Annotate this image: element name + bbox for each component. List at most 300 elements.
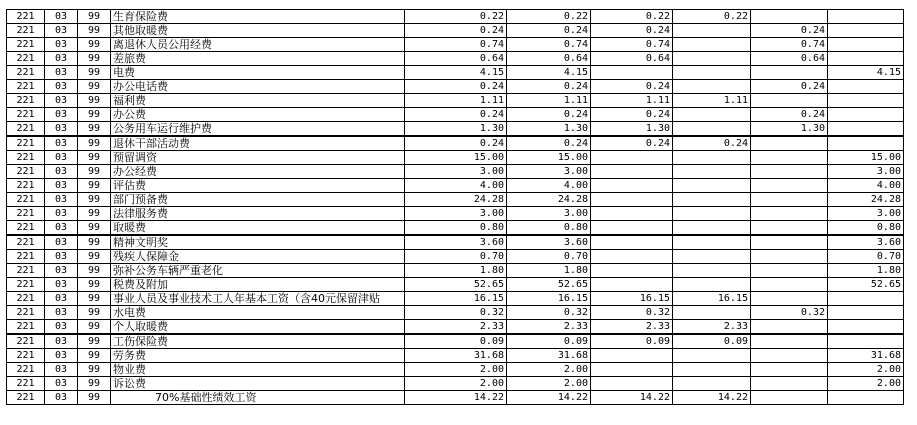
public-expense-cell bbox=[751, 391, 828, 405]
item-code-cell: 99 bbox=[78, 24, 111, 38]
project-expenditure-cell: 31.68 bbox=[828, 349, 904, 363]
basic-expenditure-cell: 0.09 bbox=[591, 334, 673, 349]
table-row bbox=[7, 306, 904, 320]
item-code-cell: 99 bbox=[78, 151, 111, 165]
public-expense-cell: 0.24 bbox=[751, 108, 828, 122]
item-code-cell: 99 bbox=[78, 122, 111, 137]
project-expenditure-cell: 2.00 bbox=[828, 377, 904, 391]
public-expense-cell bbox=[751, 136, 828, 151]
subtotal-amount-cell: 0.70 bbox=[507, 250, 591, 264]
expense-name-cell: 办公电话费 bbox=[111, 80, 405, 94]
table-row bbox=[7, 151, 904, 165]
item-code-cell: 99 bbox=[78, 363, 111, 377]
section-code-cell: 03 bbox=[45, 221, 78, 236]
class-code-cell: 221 bbox=[7, 10, 45, 24]
basic-expenditure-cell bbox=[591, 151, 673, 165]
section-code-cell: 03 bbox=[45, 108, 78, 122]
subtotal-amount-cell: 3.00 bbox=[507, 165, 591, 179]
project-expenditure-cell bbox=[828, 108, 904, 122]
subtotal-amount-cell: 2.33 bbox=[507, 320, 591, 335]
basic-expenditure-cell bbox=[591, 193, 673, 207]
public-expense-cell bbox=[751, 334, 828, 349]
budget-table bbox=[6, 9, 904, 405]
subtotal-amount-cell: 2.00 bbox=[507, 377, 591, 391]
basic-expenditure-cell: 0.32 bbox=[591, 306, 673, 320]
personnel-expense-cell bbox=[673, 165, 751, 179]
project-expenditure-cell bbox=[828, 80, 904, 94]
basic-expenditure-cell: 0.64 bbox=[591, 52, 673, 66]
personnel-expense-cell: 14.22 bbox=[673, 391, 751, 405]
table-row bbox=[7, 165, 904, 179]
item-code-cell: 99 bbox=[78, 306, 111, 320]
section-code-cell: 03 bbox=[45, 391, 78, 405]
basic-expenditure-cell bbox=[591, 179, 673, 193]
public-expense-cell bbox=[751, 94, 828, 108]
personnel-expense-cell bbox=[673, 38, 751, 52]
item-code-cell: 99 bbox=[78, 207, 111, 221]
expense-name-cell: 残疾人保障金 bbox=[111, 250, 405, 264]
basic-expenditure-cell: 14.22 bbox=[591, 391, 673, 405]
project-expenditure-cell bbox=[828, 122, 904, 137]
item-code-cell: 99 bbox=[78, 136, 111, 151]
subtotal-amount-cell: 0.74 bbox=[507, 38, 591, 52]
expense-name-cell: 70%基础性绩效工资 bbox=[111, 391, 405, 405]
item-code-cell: 99 bbox=[78, 10, 111, 24]
public-expense-cell bbox=[751, 320, 828, 335]
expense-name-cell: 精神文明奖 bbox=[111, 235, 405, 250]
project-expenditure-cell bbox=[828, 334, 904, 349]
table-row bbox=[7, 122, 904, 137]
section-code-cell: 03 bbox=[45, 250, 78, 264]
expense-name-cell: 事业人员及事业技术工人年基本工资（含40元保留津贴 bbox=[111, 292, 405, 306]
public-expense-cell bbox=[751, 292, 828, 306]
class-code-cell: 221 bbox=[7, 179, 45, 193]
personnel-expense-cell: 16.15 bbox=[673, 292, 751, 306]
section-code-cell: 03 bbox=[45, 10, 78, 24]
project-expenditure-cell bbox=[828, 24, 904, 38]
total-amount-cell: 0.80 bbox=[405, 221, 507, 236]
total-amount-cell: 2.00 bbox=[405, 377, 507, 391]
table-row bbox=[7, 24, 904, 38]
total-amount-cell: 4.00 bbox=[405, 179, 507, 193]
public-expense-cell bbox=[751, 207, 828, 221]
project-expenditure-cell: 2.00 bbox=[828, 363, 904, 377]
public-expense-cell bbox=[751, 165, 828, 179]
project-expenditure-cell bbox=[828, 320, 904, 335]
class-code-cell: 221 bbox=[7, 306, 45, 320]
personnel-expense-cell bbox=[673, 363, 751, 377]
basic-expenditure-cell bbox=[591, 235, 673, 250]
item-code-cell: 99 bbox=[78, 179, 111, 193]
project-expenditure-cell: 3.00 bbox=[828, 165, 904, 179]
table-row bbox=[7, 193, 904, 207]
basic-expenditure-cell bbox=[591, 250, 673, 264]
total-amount-cell: 4.15 bbox=[405, 66, 507, 80]
personnel-expense-cell bbox=[673, 122, 751, 137]
subtotal-amount-cell: 31.68 bbox=[507, 349, 591, 363]
table-row bbox=[7, 80, 904, 94]
subtotal-amount-cell: 0.09 bbox=[507, 334, 591, 349]
total-amount-cell: 0.24 bbox=[405, 80, 507, 94]
class-code-cell: 221 bbox=[7, 136, 45, 151]
total-amount-cell: 15.00 bbox=[405, 151, 507, 165]
personnel-expense-cell bbox=[673, 278, 751, 292]
class-code-cell: 221 bbox=[7, 221, 45, 236]
item-code-cell: 99 bbox=[78, 38, 111, 52]
public-expense-cell bbox=[751, 151, 828, 165]
personnel-expense-cell bbox=[673, 151, 751, 165]
section-code-cell: 03 bbox=[45, 235, 78, 250]
expense-name-cell: 弥补公务车辆严重老化 bbox=[111, 264, 405, 278]
expense-name-cell: 电费 bbox=[111, 66, 405, 80]
class-code-cell: 221 bbox=[7, 66, 45, 80]
basic-expenditure-cell bbox=[591, 264, 673, 278]
total-amount-cell: 3.60 bbox=[405, 235, 507, 250]
section-code-cell: 03 bbox=[45, 334, 78, 349]
table-row bbox=[7, 391, 904, 405]
public-expense-cell bbox=[751, 278, 828, 292]
expense-name-cell: 水电费 bbox=[111, 306, 405, 320]
table-row bbox=[7, 349, 904, 363]
total-amount-cell: 0.74 bbox=[405, 38, 507, 52]
personnel-expense-cell bbox=[673, 66, 751, 80]
personnel-expense-cell: 1.11 bbox=[673, 94, 751, 108]
section-code-cell: 03 bbox=[45, 306, 78, 320]
table-row bbox=[7, 10, 904, 24]
basic-expenditure-cell: 0.74 bbox=[591, 38, 673, 52]
section-code-cell: 03 bbox=[45, 66, 78, 80]
project-expenditure-cell: 15.00 bbox=[828, 151, 904, 165]
total-amount-cell: 0.09 bbox=[405, 334, 507, 349]
section-code-cell: 03 bbox=[45, 24, 78, 38]
personnel-expense-cell bbox=[673, 349, 751, 363]
project-expenditure-cell: 3.60 bbox=[828, 235, 904, 250]
item-code-cell: 99 bbox=[78, 334, 111, 349]
personnel-expense-cell: 2.33 bbox=[673, 320, 751, 335]
class-code-cell: 221 bbox=[7, 363, 45, 377]
class-code-cell: 221 bbox=[7, 250, 45, 264]
table-row bbox=[7, 38, 904, 52]
table-row bbox=[7, 292, 904, 306]
item-code-cell: 99 bbox=[78, 235, 111, 250]
table-row bbox=[7, 66, 904, 80]
basic-expenditure-cell: 0.24 bbox=[591, 136, 673, 151]
total-amount-cell: 3.00 bbox=[405, 207, 507, 221]
project-expenditure-cell: 24.28 bbox=[828, 193, 904, 207]
class-code-cell: 221 bbox=[7, 122, 45, 137]
total-amount-cell: 2.00 bbox=[405, 363, 507, 377]
total-amount-cell: 2.33 bbox=[405, 320, 507, 335]
item-code-cell: 99 bbox=[78, 391, 111, 405]
table-row bbox=[7, 278, 904, 292]
table-row bbox=[7, 108, 904, 122]
table-row bbox=[7, 334, 904, 349]
table-row bbox=[7, 320, 904, 335]
expense-name-cell: 办公费 bbox=[111, 108, 405, 122]
basic-expenditure-cell: 1.30 bbox=[591, 122, 673, 137]
class-code-cell: 221 bbox=[7, 24, 45, 38]
section-code-cell: 03 bbox=[45, 264, 78, 278]
subtotal-amount-cell: 3.00 bbox=[507, 207, 591, 221]
section-code-cell: 03 bbox=[45, 165, 78, 179]
item-code-cell: 99 bbox=[78, 221, 111, 236]
public-expense-cell bbox=[751, 377, 828, 391]
section-code-cell: 03 bbox=[45, 136, 78, 151]
subtotal-amount-cell: 14.22 bbox=[507, 391, 591, 405]
basic-expenditure-cell bbox=[591, 349, 673, 363]
item-code-cell: 99 bbox=[78, 193, 111, 207]
expense-name-cell: 离退休人员公用经费 bbox=[111, 38, 405, 52]
class-code-cell: 221 bbox=[7, 292, 45, 306]
expense-name-cell: 物业费 bbox=[111, 363, 405, 377]
personnel-expense-cell bbox=[673, 80, 751, 94]
public-expense-cell: 0.64 bbox=[751, 52, 828, 66]
project-expenditure-cell bbox=[828, 38, 904, 52]
project-expenditure-cell: 52.65 bbox=[828, 278, 904, 292]
table-row bbox=[7, 94, 904, 108]
expense-name-cell: 福利费 bbox=[111, 94, 405, 108]
personnel-expense-cell bbox=[673, 108, 751, 122]
expense-name-cell: 评估费 bbox=[111, 179, 405, 193]
public-expense-cell bbox=[751, 221, 828, 236]
public-expense-cell bbox=[751, 193, 828, 207]
personnel-expense-cell bbox=[673, 250, 751, 264]
total-amount-cell: 24.28 bbox=[405, 193, 507, 207]
subtotal-amount-cell: 1.80 bbox=[507, 264, 591, 278]
class-code-cell: 221 bbox=[7, 108, 45, 122]
class-code-cell: 221 bbox=[7, 320, 45, 335]
section-code-cell: 03 bbox=[45, 349, 78, 363]
class-code-cell: 221 bbox=[7, 391, 45, 405]
personnel-expense-cell: 0.22 bbox=[673, 10, 751, 24]
class-code-cell: 221 bbox=[7, 52, 45, 66]
expense-name-cell: 诉讼费 bbox=[111, 377, 405, 391]
item-code-cell: 99 bbox=[78, 250, 111, 264]
class-code-cell: 221 bbox=[7, 151, 45, 165]
table-row bbox=[7, 264, 904, 278]
project-expenditure-cell: 3.00 bbox=[828, 207, 904, 221]
table-row bbox=[7, 250, 904, 264]
subtotal-amount-cell: 1.11 bbox=[507, 94, 591, 108]
subtotal-amount-cell: 0.64 bbox=[507, 52, 591, 66]
total-amount-cell: 31.68 bbox=[405, 349, 507, 363]
section-code-cell: 03 bbox=[45, 151, 78, 165]
basic-expenditure-cell bbox=[591, 165, 673, 179]
subtotal-amount-cell: 4.00 bbox=[507, 179, 591, 193]
basic-expenditure-cell: 0.24 bbox=[591, 24, 673, 38]
basic-expenditure-cell: 0.24 bbox=[591, 108, 673, 122]
public-expense-cell bbox=[751, 10, 828, 24]
expense-name-cell: 差旅费 bbox=[111, 52, 405, 66]
expense-name-cell: 取暖费 bbox=[111, 221, 405, 236]
total-amount-cell: 52.65 bbox=[405, 278, 507, 292]
basic-expenditure-cell bbox=[591, 207, 673, 221]
subtotal-amount-cell: 0.22 bbox=[507, 10, 591, 24]
item-code-cell: 99 bbox=[78, 320, 111, 335]
total-amount-cell: 0.64 bbox=[405, 52, 507, 66]
table-row bbox=[7, 207, 904, 221]
expense-name-cell: 法律服务费 bbox=[111, 207, 405, 221]
class-code-cell: 221 bbox=[7, 377, 45, 391]
total-amount-cell: 1.30 bbox=[405, 122, 507, 137]
subtotal-amount-cell: 0.24 bbox=[507, 136, 591, 151]
personnel-expense-cell bbox=[673, 306, 751, 320]
public-expense-cell: 0.24 bbox=[751, 24, 828, 38]
table-row bbox=[7, 179, 904, 193]
basic-expenditure-cell: 16.15 bbox=[591, 292, 673, 306]
class-code-cell: 221 bbox=[7, 94, 45, 108]
personnel-expense-cell bbox=[673, 235, 751, 250]
total-amount-cell: 0.24 bbox=[405, 136, 507, 151]
expense-name-cell: 预留调资 bbox=[111, 151, 405, 165]
expense-name-cell: 个人取暖费 bbox=[111, 320, 405, 335]
public-expense-cell bbox=[751, 250, 828, 264]
personnel-expense-cell bbox=[673, 264, 751, 278]
item-code-cell: 99 bbox=[78, 264, 111, 278]
total-amount-cell: 0.22 bbox=[405, 10, 507, 24]
subtotal-amount-cell: 3.60 bbox=[507, 235, 591, 250]
section-code-cell: 03 bbox=[45, 207, 78, 221]
item-code-cell: 99 bbox=[78, 165, 111, 179]
public-expense-cell bbox=[751, 264, 828, 278]
expense-name-cell: 公务用车运行维护费 bbox=[111, 122, 405, 137]
project-expenditure-cell bbox=[828, 306, 904, 320]
project-expenditure-cell bbox=[828, 292, 904, 306]
class-code-cell: 221 bbox=[7, 334, 45, 349]
class-code-cell: 221 bbox=[7, 207, 45, 221]
total-amount-cell: 3.00 bbox=[405, 165, 507, 179]
item-code-cell: 99 bbox=[78, 80, 111, 94]
project-expenditure-cell bbox=[828, 10, 904, 24]
expense-name-cell: 退休干部活动费 bbox=[111, 136, 405, 151]
basic-expenditure-cell: 2.33 bbox=[591, 320, 673, 335]
subtotal-amount-cell: 0.80 bbox=[507, 221, 591, 236]
subtotal-amount-cell: 24.28 bbox=[507, 193, 591, 207]
basic-expenditure-cell bbox=[591, 221, 673, 236]
project-expenditure-cell: 0.70 bbox=[828, 250, 904, 264]
section-code-cell: 03 bbox=[45, 38, 78, 52]
project-expenditure-cell bbox=[828, 136, 904, 151]
class-code-cell: 221 bbox=[7, 235, 45, 250]
subtotal-amount-cell: 52.65 bbox=[507, 278, 591, 292]
public-expense-cell: 0.74 bbox=[751, 38, 828, 52]
personnel-expense-cell bbox=[673, 207, 751, 221]
subtotal-amount-cell: 0.24 bbox=[507, 24, 591, 38]
table-row bbox=[7, 52, 904, 66]
personnel-expense-cell: 0.24 bbox=[673, 136, 751, 151]
total-amount-cell: 1.80 bbox=[405, 264, 507, 278]
project-expenditure-cell bbox=[828, 94, 904, 108]
public-expense-cell bbox=[751, 66, 828, 80]
subtotal-amount-cell: 0.24 bbox=[507, 108, 591, 122]
project-expenditure-cell: 4.00 bbox=[828, 179, 904, 193]
section-code-cell: 03 bbox=[45, 80, 78, 94]
public-expense-cell: 0.32 bbox=[751, 306, 828, 320]
personnel-expense-cell bbox=[673, 179, 751, 193]
subtotal-amount-cell: 2.00 bbox=[507, 363, 591, 377]
project-expenditure-cell bbox=[828, 391, 904, 405]
section-code-cell: 03 bbox=[45, 122, 78, 137]
expense-name-cell: 工伤保险费 bbox=[111, 334, 405, 349]
section-code-cell: 03 bbox=[45, 292, 78, 306]
public-expense-cell bbox=[751, 235, 828, 250]
item-code-cell: 99 bbox=[78, 52, 111, 66]
total-amount-cell: 14.22 bbox=[405, 391, 507, 405]
class-code-cell: 221 bbox=[7, 165, 45, 179]
section-code-cell: 03 bbox=[45, 52, 78, 66]
personnel-expense-cell bbox=[673, 52, 751, 66]
item-code-cell: 99 bbox=[78, 292, 111, 306]
personnel-expense-cell bbox=[673, 377, 751, 391]
project-expenditure-cell bbox=[828, 52, 904, 66]
personnel-expense-cell: 0.09 bbox=[673, 334, 751, 349]
project-expenditure-cell: 4.15 bbox=[828, 66, 904, 80]
public-expense-cell bbox=[751, 179, 828, 193]
section-code-cell: 03 bbox=[45, 377, 78, 391]
expense-name-cell: 其他取暖费 bbox=[111, 24, 405, 38]
subtotal-amount-cell: 15.00 bbox=[507, 151, 591, 165]
item-code-cell: 99 bbox=[78, 349, 111, 363]
basic-expenditure-cell bbox=[591, 66, 673, 80]
subtotal-amount-cell: 0.24 bbox=[507, 80, 591, 94]
subtotal-amount-cell: 16.15 bbox=[507, 292, 591, 306]
personnel-expense-cell bbox=[673, 193, 751, 207]
total-amount-cell: 16.15 bbox=[405, 292, 507, 306]
section-code-cell: 03 bbox=[45, 278, 78, 292]
class-code-cell: 221 bbox=[7, 278, 45, 292]
section-code-cell: 03 bbox=[45, 363, 78, 377]
total-amount-cell: 0.32 bbox=[405, 306, 507, 320]
basic-expenditure-cell: 1.11 bbox=[591, 94, 673, 108]
item-code-cell: 99 bbox=[78, 278, 111, 292]
personnel-expense-cell bbox=[673, 24, 751, 38]
personnel-expense-cell bbox=[673, 221, 751, 236]
class-code-cell: 221 bbox=[7, 80, 45, 94]
class-code-cell: 221 bbox=[7, 264, 45, 278]
basic-expenditure-cell bbox=[591, 377, 673, 391]
public-expense-cell: 1.30 bbox=[751, 122, 828, 137]
public-expense-cell bbox=[751, 349, 828, 363]
basic-expenditure-cell: 0.22 bbox=[591, 10, 673, 24]
project-expenditure-cell: 0.80 bbox=[828, 221, 904, 236]
expense-name-cell: 办公经费 bbox=[111, 165, 405, 179]
table-row bbox=[7, 235, 904, 250]
basic-expenditure-cell bbox=[591, 363, 673, 377]
class-code-cell: 221 bbox=[7, 349, 45, 363]
table-row bbox=[7, 377, 904, 391]
table-row bbox=[7, 363, 904, 377]
item-code-cell: 99 bbox=[78, 108, 111, 122]
basic-expenditure-cell bbox=[591, 278, 673, 292]
expense-name-cell: 生育保险费 bbox=[111, 10, 405, 24]
total-amount-cell: 1.11 bbox=[405, 94, 507, 108]
subtotal-amount-cell: 1.30 bbox=[507, 122, 591, 137]
item-code-cell: 99 bbox=[78, 94, 111, 108]
basic-expenditure-cell: 0.24 bbox=[591, 80, 673, 94]
public-expense-cell: 0.24 bbox=[751, 80, 828, 94]
subtotal-amount-cell: 0.32 bbox=[507, 306, 591, 320]
expense-name-cell: 税费及附加 bbox=[111, 278, 405, 292]
expense-name-cell: 劳务费 bbox=[111, 349, 405, 363]
class-code-cell: 221 bbox=[7, 193, 45, 207]
section-code-cell: 03 bbox=[45, 179, 78, 193]
item-code-cell: 99 bbox=[78, 66, 111, 80]
item-code-cell: 99 bbox=[78, 377, 111, 391]
public-expense-cell bbox=[751, 363, 828, 377]
total-amount-cell: 0.24 bbox=[405, 108, 507, 122]
class-code-cell: 221 bbox=[7, 38, 45, 52]
table-row bbox=[7, 221, 904, 236]
